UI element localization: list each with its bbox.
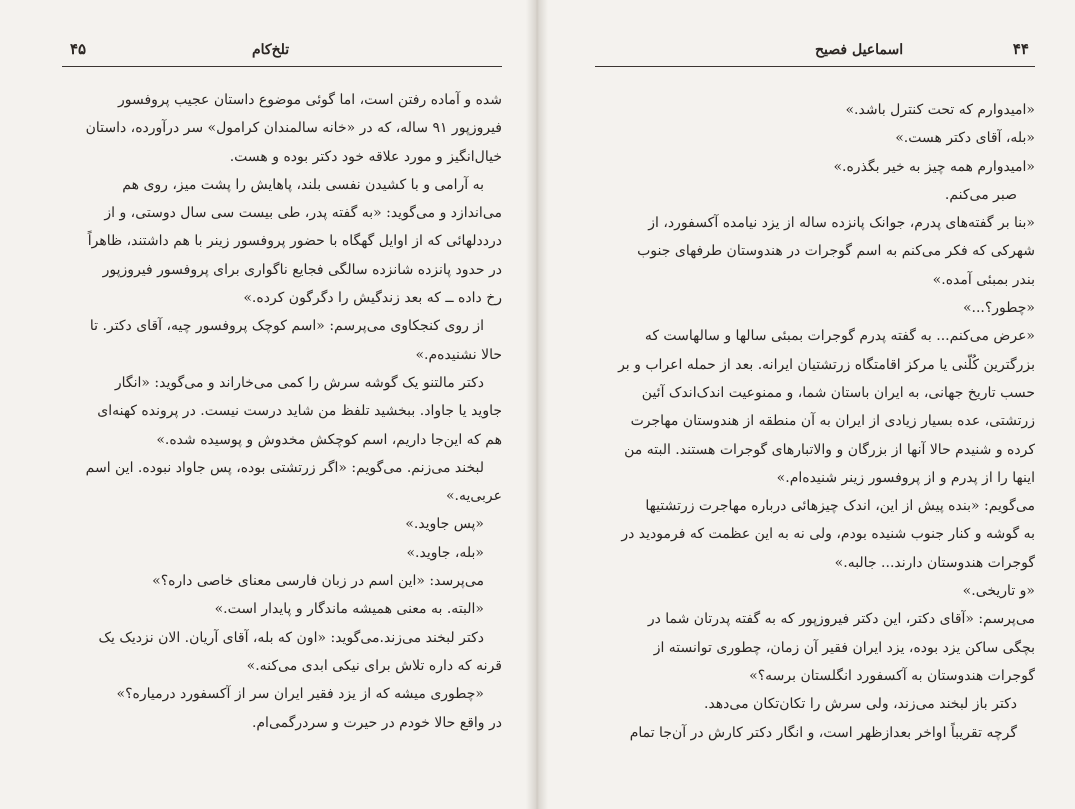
text-line: قرنه که داره تلاش برای نیکی ابدی می‌کنه.» xyxy=(246,657,502,674)
text-line: از روی کنجکاوی می‌پرسم: «اسم کوچک پروفسور چیه، آقای دکتر. تا xyxy=(89,318,484,335)
right-page-header xyxy=(595,40,1035,67)
text-line: شده و آماده رفتن است، اما گوئی موضوع داستان عجیب پروفسور xyxy=(118,92,502,108)
text-line: گوجرات هندوستان دارند... جالبه.» xyxy=(834,554,1035,571)
text-line: شهرکی که فکر می‌کنم به اسم گوجرات در هندوستان طرفهای جنوب xyxy=(637,243,1035,260)
text-line: «بله، آقای دکتر هست.» xyxy=(895,130,1035,147)
text-line: می‌پرسم: «آقای دکتر، این دکتر فیروزپور که به گفته پدرتان شما در xyxy=(647,611,1035,628)
text-line: اینها را از پدرم و از پروفسور زینر شنیده‌ام.» xyxy=(776,469,1035,486)
text-line: هم که این‌جا داریم، اسم کوچکش مخدوش و پوسیده شده.» xyxy=(156,431,502,448)
text-line: می‌گویم: «بنده پیش از این، اندک چیزهائی درباره مهاجرت زرتشتیها xyxy=(645,498,1035,515)
text-line: دکتر لبخند می‌زند.می‌گوید: «اون که بله، آقای آریان. الان نزدیک یک xyxy=(98,629,484,646)
right-running-title: اسماعیل فصیح xyxy=(815,42,904,58)
text-line: می‌پرسد: «این اسم در زبان فارسی معنای خاصی داره؟» xyxy=(152,573,484,590)
text-line: می‌اندازد و می‌گوید: «به گفته پدر، طی بیست سی سال دوستی، و از xyxy=(104,205,502,222)
text-line: کرده و شنیدم حالا آنها از بزرگان و والاتبارهای گوجرات هستند. البته من xyxy=(624,441,1035,458)
text-line: گوجرات هندوستان به آکسفورد انگلستان برسه؟» xyxy=(749,667,1035,684)
text-line: در واقع حالا خودم در حیرت و سردرگمی‌ام. xyxy=(251,714,502,731)
text-line: جاوید یا جاواد. ببخشید تلفظ من شاید درست نیست. در پرونده کهنه‌ای xyxy=(97,403,502,420)
text-line: «امیدوارم همه چیز به خیر بگذره.» xyxy=(833,158,1035,175)
left-page xyxy=(0,0,537,809)
text-line: «بله، جاوید.» xyxy=(406,544,484,561)
text-line: «و تاریخی.» xyxy=(962,583,1035,600)
text-line: عربی‌یه.» xyxy=(445,488,502,505)
text-line: خیال‌انگیز و مورد علاقه خود دکتر بوده و هست. xyxy=(229,148,502,165)
text-line: زرتشتی، عده بسیار زیادی از ایران به آن منطقه از هندوستان مهاجرت xyxy=(630,413,1035,430)
right-page xyxy=(537,0,1075,809)
text-line: «عرض می‌کنم... به گفته پدرم گوجرات بمبئی سالها و سالهاست که xyxy=(644,328,1035,345)
text-line: بزرگترین کُلّنی یا مرکز اقامتگاه زرتشتیان ایرانه. بعد از حمله اعراب و بر xyxy=(618,356,1035,373)
text-line: «امیدوارم که تحت کنترل باشد.» xyxy=(845,102,1035,118)
right-page-number: ۴۴ xyxy=(1012,40,1029,58)
text-line: حالا نشنیده‌م.» xyxy=(415,346,502,363)
text-line: دکتر مالتنو یک گوشه سرش را کمی می‌خاراند و می‌گوید: «انگار xyxy=(114,374,484,391)
text-line: حسب تاریخ جهانی، به ایران باستان شما، و ممنوعیت اندک‌اندک آئین xyxy=(641,384,1035,401)
left-page-number: ۴۵ xyxy=(70,40,87,58)
text-line: به آرامی و با کشیدن نفسی بلند، پاهایش را پشت میز، روی هم xyxy=(122,176,484,193)
text-line: «بنا بر گفته‌های پدرم، جوانک پانزده ساله از یزد نیامده آکسفورد، از xyxy=(648,215,1035,232)
text-line: فیروزپور ۹۱ ساله، که در «خانه سالمندان کرامول» سر درآورده، داستان xyxy=(85,120,502,137)
text-line: رخ داده ــ که بعد زندگیش را دگرگون کرده.» xyxy=(243,290,502,307)
text-line: بندر بمبئی آمده.» xyxy=(932,271,1035,288)
text-line: به گوشه و کنار جنوب شنیده بودم، ولی نه به این عظمت که فرمودید در xyxy=(621,526,1035,543)
text-line: گرچه تقریباً اواخر بعدازظهر است، و انگار دکتر کارش در آن‌جا تمام xyxy=(629,724,1017,741)
left-page-text xyxy=(62,86,502,737)
left-running-title: تلخ‌کام xyxy=(252,42,290,58)
text-line: دکتر باز لبخند می‌زند، ولی سرش را تکان‌تکان می‌دهد. xyxy=(704,696,1017,713)
text-line: صبر می‌کنم. xyxy=(944,186,1017,203)
text-line: در حدود پانزده شانزده سالگی فجایع ناگواری برای پروفسور فیروزپور xyxy=(102,261,502,278)
text-line: درددلهائی که از اوایل گهگاه با حضور پروفسور زینر با هم داشتند، ظاهراً xyxy=(87,233,502,250)
right-page-text xyxy=(595,96,1035,747)
text-line: «چطور؟...» xyxy=(962,300,1035,317)
text-line: «البته. به معنی همیشه ماندگار و پایدار است.» xyxy=(214,601,484,618)
left-page-header xyxy=(62,40,502,67)
text-line: «پس جاوید.» xyxy=(405,516,484,533)
text-line: بچگی ساکن یزد بوده، یزد ایران فقیر آن زمان، چطوری توانسته از xyxy=(653,639,1035,656)
text-line: لبخند می‌زنم. می‌گویم: «اگر زرتشتی بوده، پس جاواد نبوده. این اسم xyxy=(85,459,484,476)
book-gutter xyxy=(526,0,548,809)
text-line: «چطوری میشه که از یزد فقیر ایران سر از آکسفورد درمیاره؟» xyxy=(116,686,484,703)
